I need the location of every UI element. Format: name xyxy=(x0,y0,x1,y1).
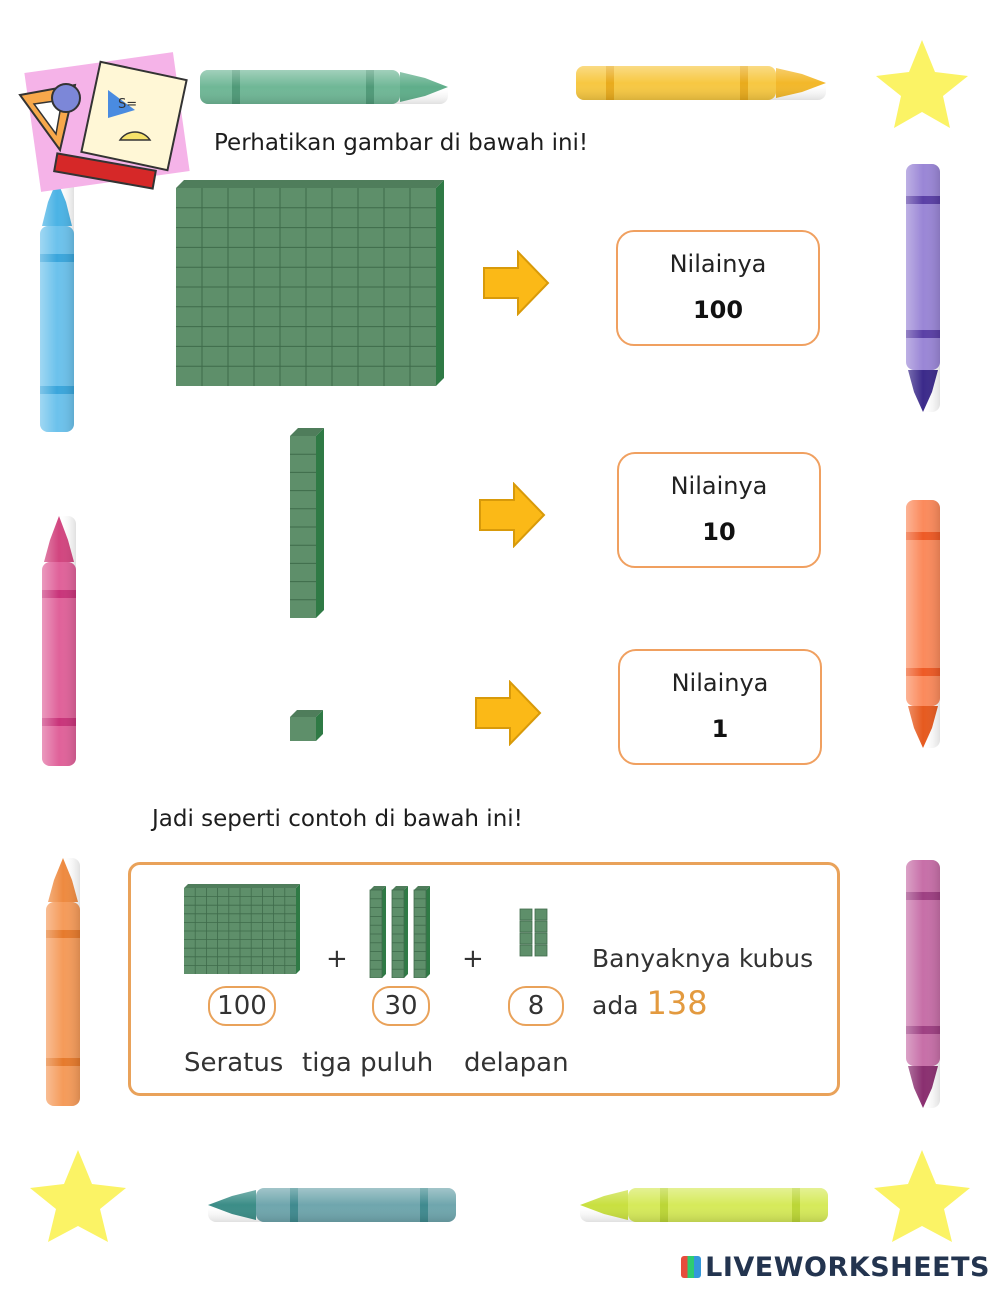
crayon-red-orange-icon xyxy=(906,500,940,748)
star-icon xyxy=(30,1150,126,1242)
crayon-lime-icon xyxy=(580,1188,828,1222)
ones-value-pill: 8 xyxy=(508,986,564,1026)
word-ones: delapan xyxy=(464,1048,569,1078)
hundred-flat-block xyxy=(172,180,444,388)
value-box-number: 1 xyxy=(711,715,729,743)
result-line-1: Banyaknya kubus xyxy=(592,944,814,973)
crayon-violet-icon xyxy=(906,860,940,1108)
plus-sign: + xyxy=(326,944,348,974)
example-hundred-flat xyxy=(182,884,302,976)
result-line-2 xyxy=(592,984,708,1022)
star-icon xyxy=(874,1150,970,1242)
crayon-blue-icon xyxy=(40,180,74,432)
geometry-tools-icon xyxy=(20,52,190,192)
arrow-right-icon xyxy=(482,250,552,316)
crayon-orange-icon xyxy=(46,858,80,1106)
unit-cube-block xyxy=(288,710,326,742)
example-ten-rods xyxy=(368,886,434,978)
logo-mark-icon xyxy=(681,1256,701,1278)
value-box-hundred xyxy=(616,230,820,346)
result-value: 138 xyxy=(646,984,708,1022)
crayon-purple-icon xyxy=(906,164,940,412)
tens-value-pill: 30 xyxy=(372,986,430,1026)
value-box-label: Nilainya xyxy=(671,669,769,697)
value-box-label: Nilainya xyxy=(669,250,767,278)
crayon-green-icon xyxy=(200,70,448,104)
example-heading: Jadi seperti contoh di bawah ini! xyxy=(152,806,523,832)
result-prefix: ada xyxy=(592,991,639,1020)
value-box-number: 10 xyxy=(702,518,736,546)
crayon-magenta-icon xyxy=(42,516,76,766)
liveworksheets-logo xyxy=(681,1252,990,1283)
arrow-right-icon xyxy=(478,482,548,548)
word-tens: tiga puluh xyxy=(302,1048,434,1078)
plus-sign: + xyxy=(462,944,484,974)
value-box-ten xyxy=(617,452,821,568)
word-hundreds: Seratus xyxy=(184,1048,284,1078)
svg-text:S=: S= xyxy=(118,97,138,112)
arrow-right-icon xyxy=(474,680,544,746)
ten-rod-block xyxy=(288,428,326,620)
crayon-teal-icon xyxy=(208,1188,456,1222)
star-icon xyxy=(876,40,968,128)
logo-text: LIVEWORKSHEETS xyxy=(705,1252,990,1283)
crayon-yellow-icon xyxy=(576,66,826,100)
value-box-one xyxy=(618,649,822,765)
hundreds-value-pill: 100 xyxy=(208,986,276,1026)
example-unit-cubes xyxy=(518,906,554,958)
value-box-number: 100 xyxy=(692,296,744,324)
instruction-heading: Perhatikan gambar di bawah ini! xyxy=(214,130,589,156)
value-box-label: Nilainya xyxy=(670,472,768,500)
